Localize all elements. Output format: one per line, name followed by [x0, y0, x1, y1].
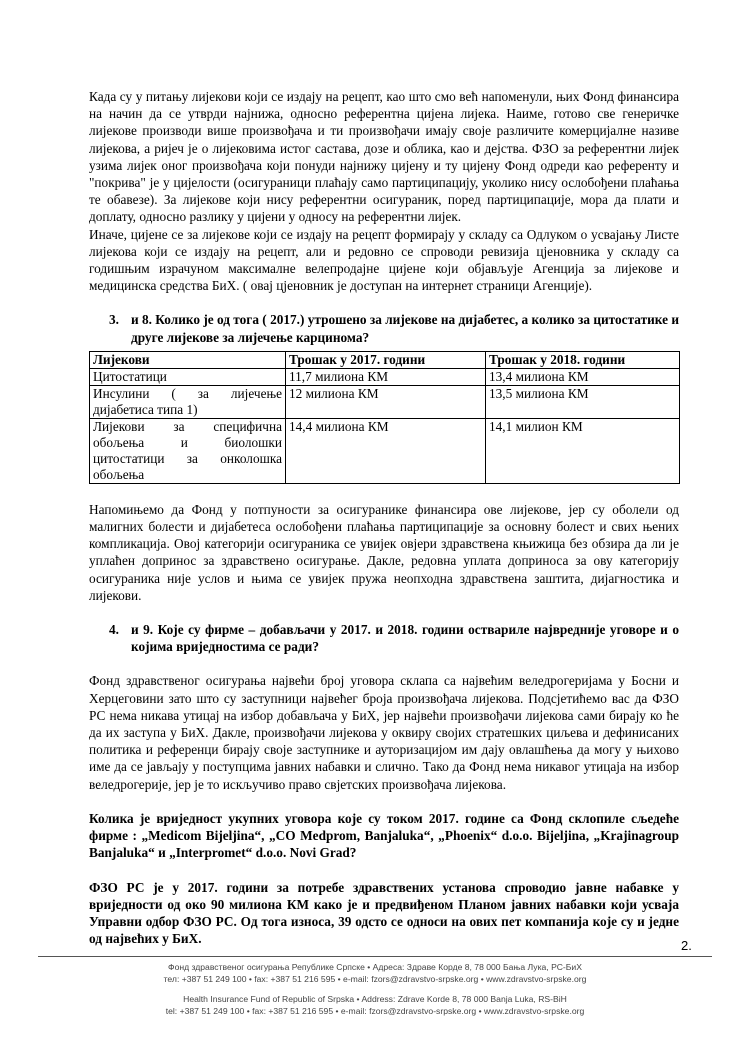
- paragraph-public-procurement: ФЗО РС је у 2017. години за потребе здравствених установа спроводио јавне набавке у вриједности од око 90 милиона КМ како је и предвиђеном Планом јавних набавки који усваја Управни одбор ФЗО РС. Од тога износа, 39 одсто се односи на ових пет компанија које су и једне од највећих у БиХ.: [89, 879, 679, 947]
- table-cell-cost-2017: 11,7 милиона КМ: [286, 368, 486, 385]
- paragraph-full-coverage: Напомињемо да Фонд у потпуности за осигуранике финансира ове лијекове, јер су оболели од малигних болести и дијабетеса ослобођени плаћања партиципације за основну болест и свих њених компликација. Овој категорији осигураника се увијек овјери здравствена књижица без обзира да ли је уплаћен допринос за здравствено осигурање. Дакле, редовна уплата доприноса за ову категорију осигураника није услов и њима се увијек пружа неопходна здравствена заштита, дијагностика и лијекови.: [89, 501, 679, 603]
- table-cell-cost-2018: 13,4 милиона КМ: [486, 368, 680, 385]
- paragraph-reference-price: Када су у питању лијекови који се издају на рецепт, као што смо већ напоменули, њих Фонд финансира на начин да се утврди најнижа, односно референтна цијена лијека. Наиме, готово све генеричке лијекове производи више произвођача и ти произвођачи имају своје различите комерцијалне називе лијекова, а ријеч је о лијековима истог састава, дозе и облика, као и дејства. ФЗО за референтни лијек узима лијек оног произвођача који понуди најнижу цијену и ту цијену Фонд одреди као референту и "покрива" је у цијелости (осигураници плаћају само партиципацију, уколико нису ослобођени плаћања те обавезе). За лијекове који нису референтни осигураник, поред партиципације, мора да плати и доплату, односно разлику у цијени у односу на референтни лијек.: [89, 89, 679, 225]
- table-cell-medicine: Лијекови за специфична обољења и биолошки цитостатици за онколошка обољења: [90, 418, 286, 483]
- question-number: 4.: [109, 622, 119, 638]
- question-4: [89, 621, 679, 655]
- footer-address-line: Фонд здравственог осигурања Републике Српске • Адреса: Здраве Корде 8, 78 000 Бања Лука, РС-БиХ: [168, 962, 582, 972]
- question-text: и 9. Које су фирме – добављачи у 2017. и 2018. години оствариле највредније уговоре и о којима вриједностима се ради?: [130, 622, 679, 655]
- footer-contact-line: tel: +387 51 249 100 • fax: +387 51 216 595 • e-mail: fzors@zdravstvo-srpske.org • www.zdravstvo-srpske.org: [165, 1005, 585, 1016]
- footer-english: [38, 994, 712, 1017]
- footer-contact-line: тел: +387 51 249 100 • fax: +387 51 216 595 • e-mail: fzors@zdravstvo-srpske.org • www.zdravstvo-srpske.org: [163, 973, 587, 984]
- cost-table: [89, 351, 680, 484]
- document-body: [89, 88, 679, 947]
- table-row: [90, 418, 680, 483]
- question-number: 3.: [109, 312, 119, 328]
- paragraph-wholesalers: Фонд здравственог осигурања највећи број уговора склапа са највећим веледрогеријама у Босни и Херцеговини зато што су заступници највећег броја произвођача лијекова. Подсјетићемо вас да ФЗО РС нема никава утицај на избор добављача у БиХ, јер највећи произвођачи лијекова сами бирају ко ће да их заступа у БиХ. Дакле, произвођачи лијекова у оквиру својих стратешких циљева и дефинисаних политика и референци бирају своје заступнике и ауторизацијом им дају овлашћења да могу у њихово име да се јављају у поступцима јавних набавки и слично. Тако да Фонд нема никавог утицаја на избор веледрогерије, јер је то искључиво право свјетских произвођача лијекова.: [89, 673, 679, 792]
- table-header-cell: Трошак у 2017. години: [286, 351, 486, 368]
- paragraph-price-list: Иначе, цијене се за лијекове који се издају на рецепт формирају у складу са Одлуком о усвајању Листе лијекова који се издају на рецепт, али и редовно се спроводи ревизија цјеновника у складу са годишњим израчуном максималне велепродајне цијене који објављује Агенција за лијекове и медицинска средства БиХ. ( овај цјеновник је доступан на интернет страници Агенције).: [89, 226, 679, 294]
- table-header-cell: Трошак у 2018. години: [486, 351, 680, 368]
- table-row: [90, 385, 680, 418]
- table-cell-cost-2017: 12 милиона КМ: [286, 385, 486, 418]
- table-cell-cost-2017: 14,4 милиона КМ: [286, 418, 486, 483]
- page-number: 2.: [681, 938, 692, 953]
- paragraph-contracts-question: Колика је вриједност укупних уговора које су током 2017. године са Фонд склопиле сљедеће фирме : „Medicom Bijeljina“, „CO Medprom, Banjaluka“, „Phoenix“ d.o.o. Bijeljina, „Krajinagroup Banjaluka“ и „Interpromet“ d.o.o. Novi Grad?: [89, 810, 679, 861]
- table-row: [90, 368, 680, 385]
- table-cell-cost-2018: 14,1 милион КМ: [486, 418, 680, 483]
- table-header-row: [90, 351, 680, 368]
- table-cell-medicine: Инсулини ( за лијечење дијабетиса типа 1): [90, 385, 286, 418]
- footer-serbian: [38, 962, 712, 985]
- footer-divider: [38, 956, 712, 957]
- question-text: и 8. Колико је од тога ( 2017.) утрошено за лијекове на дијабетес, а колико за цитостатике и друге лијекове за лијечење карцинома?: [130, 312, 679, 345]
- table-cell-cost-2018: 13,5 милиона КМ: [486, 385, 680, 418]
- table-header-cell: Лијекови: [90, 351, 286, 368]
- question-3: [89, 311, 679, 345]
- table-cell-medicine: Цитостатици: [90, 368, 286, 385]
- footer-address-line: Health Insurance Fund of Republic of Srpska • Address: Zdrave Korde 8, 78 000 Banja Luka, RS-BiH: [183, 994, 567, 1004]
